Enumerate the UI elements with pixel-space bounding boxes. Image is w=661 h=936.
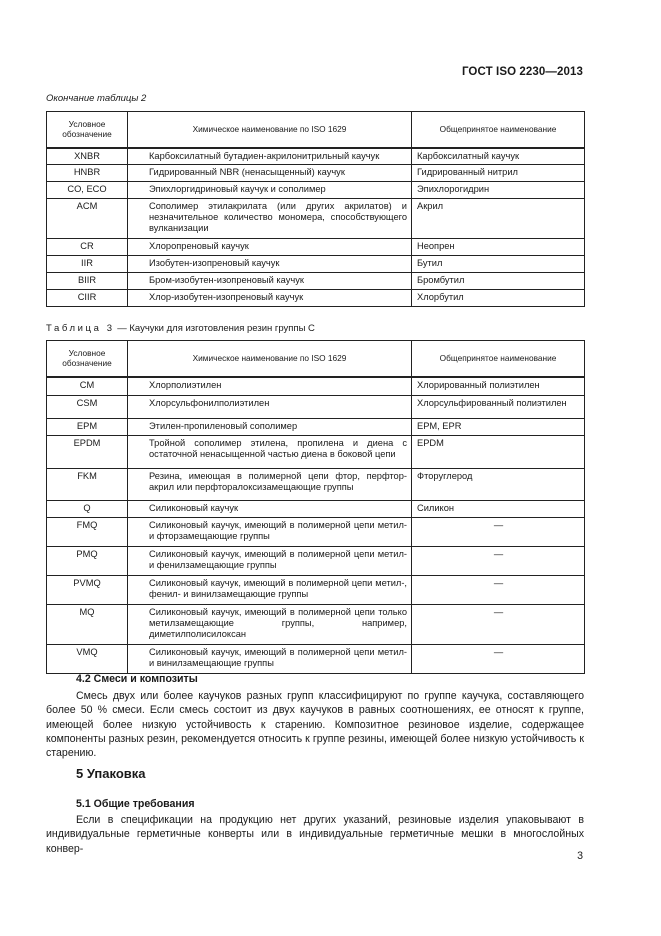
section-5-heading: 5 Упаковка xyxy=(76,766,146,781)
table3-cell-common: — xyxy=(412,547,585,576)
table3-cell-name: Этилен-пропиленовый сополимер xyxy=(128,419,412,436)
table2-cell-common: Карбоксилатный каучук xyxy=(412,148,585,165)
table3-cell-code: FKM xyxy=(47,469,128,501)
table2-cell-code: HNBR xyxy=(47,165,128,182)
table3-cell-code: Q xyxy=(47,501,128,518)
section-5-1-heading: 5.1 Общие требования xyxy=(76,798,195,810)
section-4-2-heading: 4.2 Смеси и композиты xyxy=(76,673,198,685)
table2-cell-code: CR xyxy=(47,239,128,256)
table2-cell-common: Бромбутил xyxy=(412,273,585,290)
table3-body xyxy=(47,377,585,674)
table2-cell-name: Бром-изобутен-изопреновый каучук xyxy=(128,273,412,290)
table3-cell-code: CSM xyxy=(47,396,128,419)
table3-cell-name: Хлорполиэтилен xyxy=(128,377,412,396)
table2-row xyxy=(47,182,585,199)
table3-cell-name: Силиконовый каучук, имеющий в полимерной цепи метил- и фенилзамещающие группы xyxy=(128,547,412,576)
table2-cell-common: Хлорбутил xyxy=(412,290,585,307)
table2-cell-common: Эпихлорогидрин xyxy=(412,182,585,199)
table3-row xyxy=(47,436,585,469)
table3-caption-prefix: Таблица 3 xyxy=(46,323,115,334)
table3-cell-common: — xyxy=(412,576,585,605)
table3-cell-code: EPDM xyxy=(47,436,128,469)
table2-cell-code: CIIR xyxy=(47,290,128,307)
section-4-2-text: Смесь двух или более каучуков разных групп классифицируют по группе каучука, составляющего более 50 % смеси. Если смесь состоит из двух каучуков в равных соотношениях, ее относят к группе, имеющей более низкую устойчивость к старению. Композитное резиновое изделие, содержащее компоненты разных резин, рекомендуется относить к группе резины, имеющей более низкую устойчивость к старению. xyxy=(46,690,584,760)
table2-cell-code: BIIR xyxy=(47,273,128,290)
table2-cell-code: XNBR xyxy=(47,148,128,165)
table2-cell-common: Гидрированный нитрил xyxy=(412,165,585,182)
table3-cell-code: EPM xyxy=(47,419,128,436)
table2-row xyxy=(47,273,585,290)
table2 xyxy=(46,111,585,307)
table2-cell-common: Бутил xyxy=(412,256,585,273)
table2-caption: Окончание таблицы 2 xyxy=(46,93,147,104)
table3-row xyxy=(47,547,585,576)
table3-row xyxy=(47,396,585,419)
table2-header-name: Химическое наименование по ISO 1629 xyxy=(128,112,412,148)
table3-cell-common: Фторуглерод xyxy=(412,469,585,501)
table3-row xyxy=(47,377,585,396)
table3-cell-common: — xyxy=(412,518,585,547)
table2-cell-name: Хлоропреновый каучук xyxy=(128,239,412,256)
table3-cell-name: Силиконовый каучук xyxy=(128,501,412,518)
table3-row xyxy=(47,605,585,645)
table3-cell-common: Хлорсульфированный полиэтилен xyxy=(412,396,585,419)
table2-cell-name: Изобутен-изопреновый каучук xyxy=(128,256,412,273)
table3-cell-name: Тройной сополимер этилена, пропилена и диена с остаточной ненасыщенной частью диена в боковой цепи xyxy=(128,436,412,469)
table3-cell-name: Силиконовый каучук, имеющий в полимерной цепи метил-, фенил- и винилзамещающие группы xyxy=(128,576,412,605)
table3-row xyxy=(47,501,585,518)
table2-header-common: Общепринятое наименование xyxy=(412,112,585,148)
table2-cell-name: Сополимер этилакрилата (или других акрилатов) и незначительное количество мономера, способствующего вулканизации xyxy=(128,199,412,239)
table2-row xyxy=(47,256,585,273)
table2-cell-code: ACM xyxy=(47,199,128,239)
table2-row xyxy=(47,148,585,165)
table3-header-name: Химическое наименование по ISO 1629 xyxy=(128,341,412,377)
table2-cell-code: CO, ECO xyxy=(47,182,128,199)
table3-cell-code: PMQ xyxy=(47,547,128,576)
table3-cell-code: MQ xyxy=(47,605,128,645)
table3-caption xyxy=(46,323,315,334)
table3-row xyxy=(47,419,585,436)
table2-body xyxy=(47,148,585,307)
table2-row xyxy=(47,239,585,256)
table3-row xyxy=(47,469,585,501)
table2-cell-code: IIR xyxy=(47,256,128,273)
table3-cell-name: Силиконовый каучук, имеющий в полимерной цепи только метилзамещающие группы, например, диметилполисилоксан xyxy=(128,605,412,645)
table2-cell-common: Неопрен xyxy=(412,239,585,256)
table2-cell-name: Хлор-изобутен-изопреновый каучук xyxy=(128,290,412,307)
table3-cell-code: FMQ xyxy=(47,518,128,547)
table3-cell-common: Хлорированный полиэтилен xyxy=(412,377,585,396)
table3-cell-code: VMQ xyxy=(47,645,128,674)
table3-caption-title: — Каучуки для изготовления резин группы С xyxy=(114,323,315,334)
table3-cell-common: Силикон xyxy=(412,501,585,518)
table2-row xyxy=(47,199,585,239)
table3-cell-code: CM xyxy=(47,377,128,396)
table3-cell-common: EPDM xyxy=(412,436,585,469)
table3-header-code: Условное обозначение xyxy=(47,341,128,377)
table3-header-common: Общепринятое наименование xyxy=(412,341,585,377)
table3-cell-name: Силиконовый каучук, имеющий в полимерной цепи метил- и фторзамещающие группы xyxy=(128,518,412,547)
table2-header-code: Условное обозначение xyxy=(47,112,128,148)
table2-cell-name: Эпихлоргидриновый каучук и сополимер xyxy=(128,182,412,199)
table3-cell-common: EPM, EPR xyxy=(412,419,585,436)
table2-row xyxy=(47,290,585,307)
table2-cell-name: Карбоксилатный бутадиен-акрилонитрильный каучук xyxy=(128,148,412,165)
table3-cell-name: Силиконовый каучук, имеющий в полимерной цепи метил- и винилзамещающие группы xyxy=(128,645,412,674)
table3-cell-common: — xyxy=(412,605,585,645)
document-code: ГОСТ ISO 2230—2013 xyxy=(461,66,583,78)
table3-cell-code: PVMQ xyxy=(47,576,128,605)
table3-row xyxy=(47,518,585,547)
page-number: 3 xyxy=(577,850,583,862)
table2-cell-name: Гидрированный NBR (ненасыщенный) каучук xyxy=(128,165,412,182)
table3-cell-name: Резина, имеющая в полимерной цепи фтор, перфтор-акрил или перфторалоксизамещающие группы xyxy=(128,469,412,501)
table3 xyxy=(46,340,585,674)
table3-row xyxy=(47,645,585,674)
table3-row xyxy=(47,576,585,605)
table2-cell-common: Акрил xyxy=(412,199,585,239)
section-5-1-text: Если в спецификации на продукцию нет других указаний, резиновые изделия упаковывают в индивидуальные герметичные конверты или в индивидуальные герметичные мешки в многослойных конвер- xyxy=(46,814,584,855)
table3-cell-common: — xyxy=(412,645,585,674)
table2-row xyxy=(47,165,585,182)
table3-cell-name: Хлорсульфонилполиэтилен xyxy=(128,396,412,419)
